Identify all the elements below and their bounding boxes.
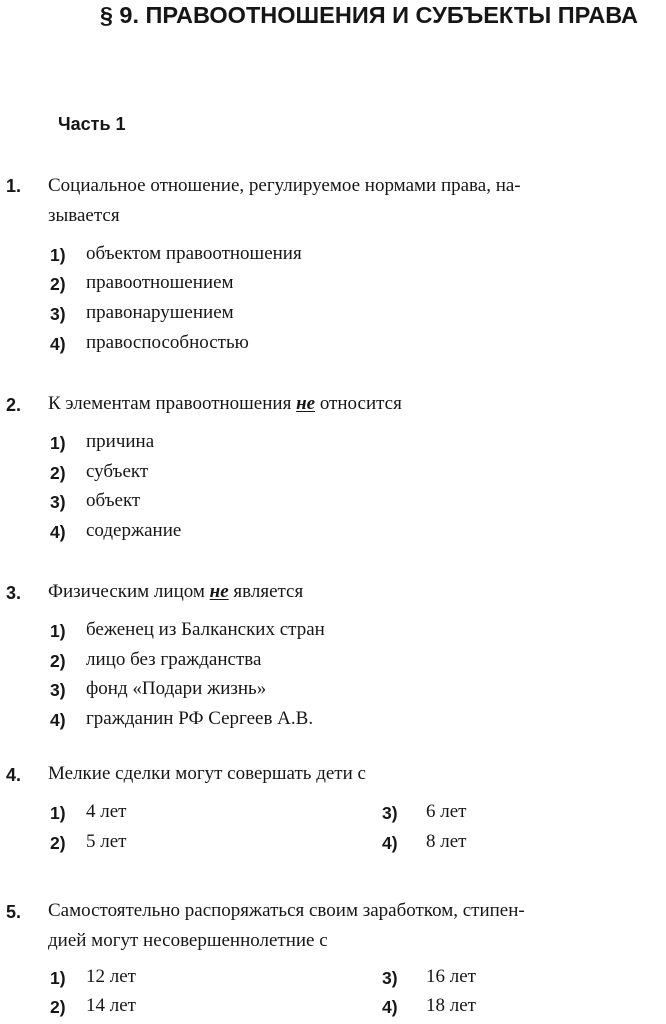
option-text: гражданин РФ Сергеев А.В. bbox=[86, 708, 314, 729]
option-number: 2) bbox=[50, 651, 66, 671]
option-text: 6 лет bbox=[426, 801, 467, 822]
question-text-line: Социальное отношение, регулируемое нормами права, на- bbox=[48, 175, 521, 196]
option-number: 4) bbox=[50, 334, 66, 354]
question-text: К элементам правоотношения не относится bbox=[48, 393, 402, 414]
option-number: 1) bbox=[50, 433, 66, 453]
option-number: 4) bbox=[382, 833, 398, 853]
option-text: 5 лет bbox=[86, 831, 127, 852]
question-number: 2. bbox=[6, 395, 22, 415]
option-text: фонд «Подари жизнь» bbox=[86, 678, 267, 699]
question-text-line: Самостоятельно распоряжаться своим заработком, стипен- bbox=[48, 900, 525, 921]
question-text-line: зывается bbox=[48, 205, 120, 226]
option-text: правонарушением bbox=[86, 302, 234, 323]
question-text-line: дией могут несовершеннолетние с bbox=[48, 930, 328, 951]
option-text: субъект bbox=[86, 461, 149, 482]
option-text: объект bbox=[86, 490, 141, 511]
option-number: 3) bbox=[50, 680, 66, 700]
option-text: 8 лет bbox=[426, 831, 467, 852]
option-number: 4) bbox=[382, 997, 398, 1017]
option-number: 3) bbox=[50, 304, 66, 324]
part-heading: Часть 1 bbox=[58, 114, 126, 134]
question-number: 3. bbox=[6, 583, 22, 603]
option-text: причина bbox=[86, 431, 155, 452]
option-text: содержание bbox=[86, 520, 182, 541]
question-number: 4. bbox=[6, 765, 22, 785]
option-number: 3) bbox=[50, 492, 66, 512]
option-number: 4) bbox=[50, 522, 66, 542]
option-number: 2) bbox=[50, 833, 66, 853]
option-text: 16 лет bbox=[426, 966, 476, 987]
option-number: 1) bbox=[50, 245, 66, 265]
page-title: § 9. ПРАВООТНОШЕНИЯ И СУБЪЕКТЫ ПРАВА bbox=[99, 2, 638, 28]
option-text: 18 лет bbox=[426, 995, 476, 1016]
option-number: 4) bbox=[50, 710, 66, 730]
option-text: 4 лет bbox=[86, 801, 127, 822]
option-text: 14 лет bbox=[86, 995, 136, 1016]
option-text: правоотношением bbox=[86, 272, 234, 293]
option-text: объектом правоотношения bbox=[86, 243, 302, 264]
option-text: беженец из Балканских стран bbox=[86, 619, 325, 640]
negation-emphasis: не bbox=[296, 393, 316, 414]
question-number: 5. bbox=[6, 902, 22, 922]
option-text: правоспособностью bbox=[86, 332, 249, 353]
option-text: 12 лет bbox=[86, 966, 136, 987]
option-number: 3) bbox=[382, 968, 398, 988]
option-number: 1) bbox=[50, 621, 66, 641]
option-number: 1) bbox=[50, 803, 66, 823]
option-number: 1) bbox=[50, 968, 66, 988]
option-number: 2) bbox=[50, 997, 66, 1017]
negation-emphasis: не bbox=[209, 581, 229, 602]
question-text: Физическим лицом не является bbox=[48, 581, 304, 602]
question-text: Мелкие сделки могут совершать дети с bbox=[48, 763, 366, 784]
option-number: 2) bbox=[50, 463, 66, 483]
option-text: лицо без гражданства bbox=[86, 649, 262, 670]
question-number: 1. bbox=[6, 176, 22, 196]
option-number: 2) bbox=[50, 274, 66, 294]
option-number: 3) bbox=[382, 803, 398, 823]
